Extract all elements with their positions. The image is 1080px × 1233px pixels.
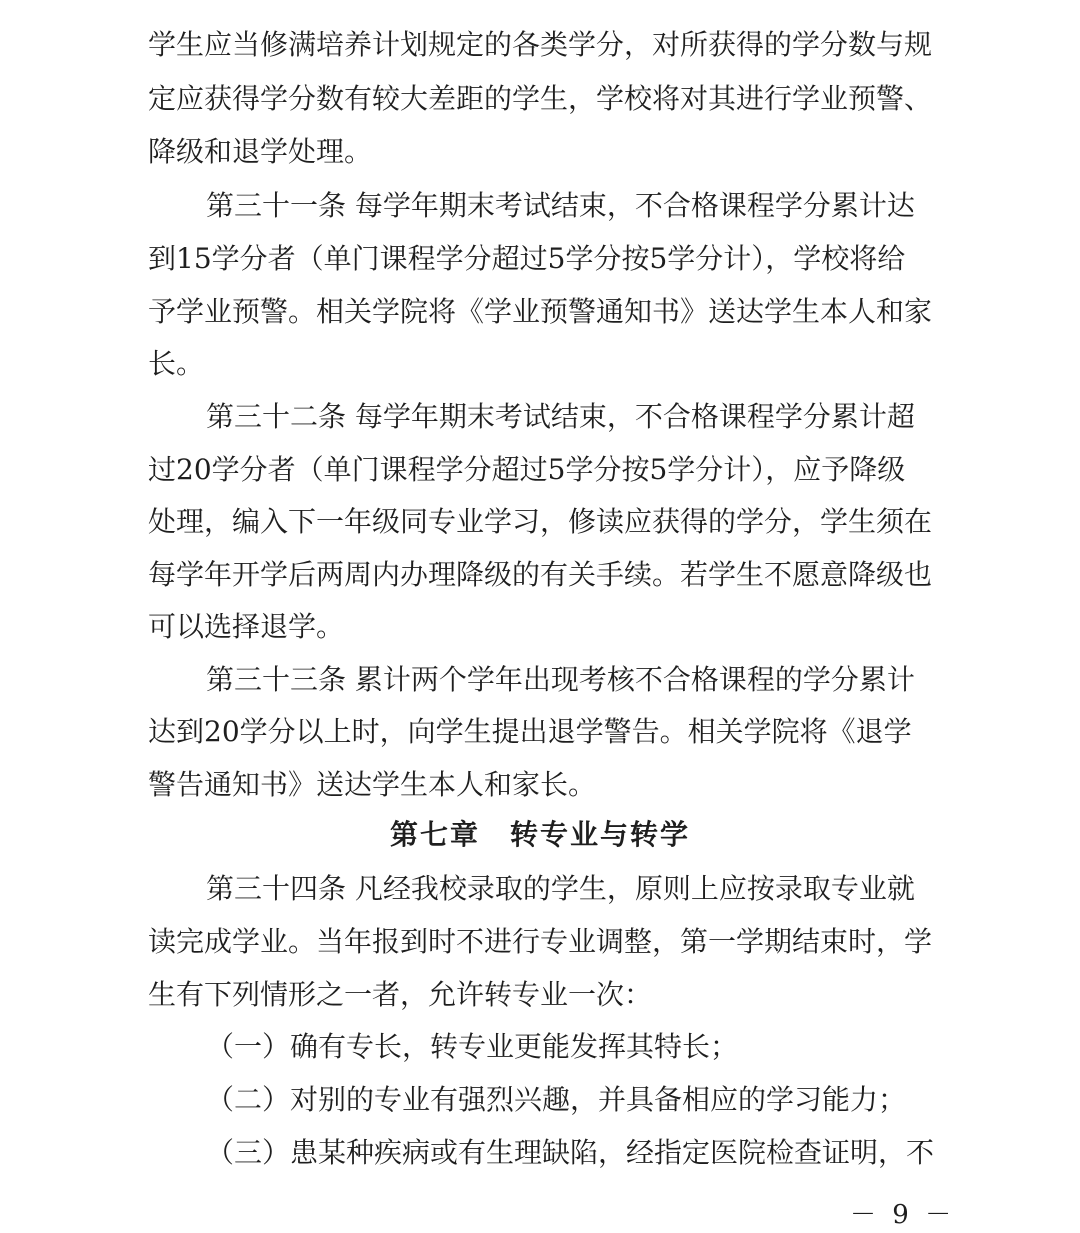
paragraph-line: 降级和退学处理。: [148, 135, 373, 168]
paragraph-line: 读完成学业。当年报到时不进行专业调整，第一学期结束时，学: [148, 925, 933, 958]
paragraph-line: 长。: [148, 347, 205, 380]
paragraph-line: 警告通知书》送达学生本人和家长。: [148, 768, 597, 801]
paragraph-line: 可以选择退学。: [148, 610, 345, 643]
list-item: （二）对别的专业有强烈兴趣，并具备相应的学习能力；: [206, 1083, 907, 1116]
paragraph-line: 达到20学分以上时，向学生提出退学警告。相关学院将《退学: [148, 715, 912, 748]
article-33-line: 第三十三条 累计两个学年出现考核不合格课程的学分累计: [206, 663, 915, 696]
paragraph-line: 过20学分者（单门课程学分超过5学分按5学分计），应予降级: [148, 453, 906, 486]
paragraph-line: 处理，编入下一年级同专业学习，修读应获得的学分，学生须在: [148, 505, 933, 538]
paragraph-line: 每学年开学后两周内办理降级的有关手续。若学生不愿意降级也: [148, 558, 933, 591]
article-32-line: 第三十二条 每学年期末考试结束，不合格课程学分累计超: [206, 400, 915, 433]
paragraph-line: 到15学分者（单门课程学分超过5学分按5学分计），学校将给: [148, 242, 906, 275]
paragraph-line: 生有下列情形之一者，允许转专业一次：: [148, 978, 653, 1011]
paragraph-line: 定应获得学分数有较大差距的学生，学校将对其进行学业预警、: [148, 82, 933, 115]
article-31-line: 第三十一条 每学年期末考试结束，不合格课程学分累计达: [206, 189, 915, 222]
list-item: （三）患某种疾病或有生理缺陷，经指定医院检查证明，不: [206, 1136, 935, 1169]
paragraph-line: 学生应当修满培养计划规定的各类学分，对所获得的学分数与规: [148, 28, 933, 61]
list-item: （一）确有专长，转专业更能发挥其特长；: [206, 1030, 739, 1063]
chapter-heading: 第七章 转专业与转学: [389, 818, 690, 851]
article-34-line: 第三十四条 凡经我校录取的学生，原则上应按录取专业就: [206, 872, 915, 905]
page-number: － 9 －: [850, 1200, 956, 1230]
paragraph-line: 予学业预警。相关学院将《学业预警通知书》送达学生本人和家: [148, 295, 933, 328]
